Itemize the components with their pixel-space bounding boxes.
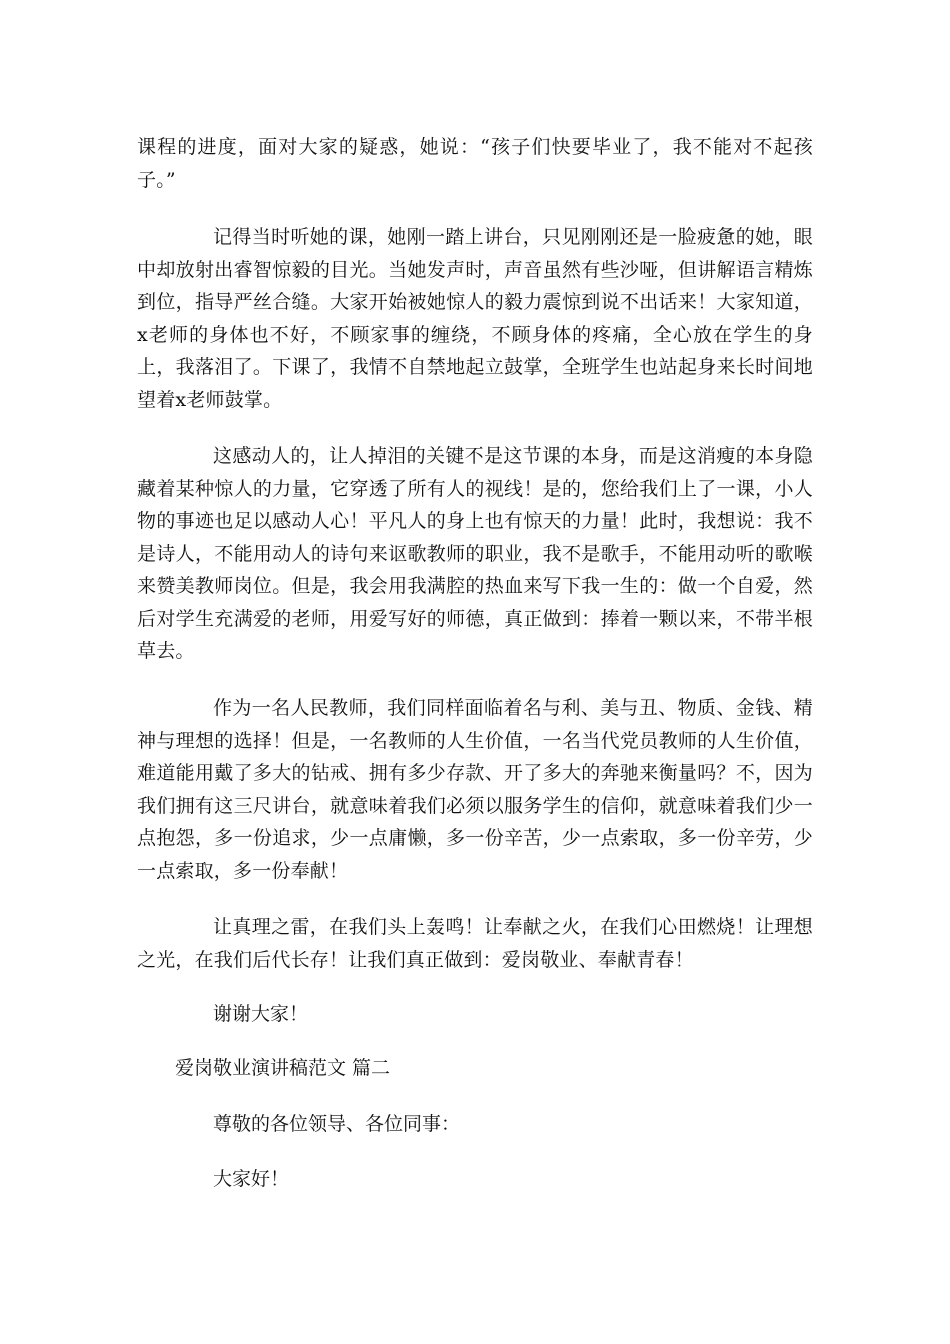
thanks-line: 谢谢大家！ bbox=[213, 1003, 309, 1025]
greeting-line: 大家好！ bbox=[213, 1168, 290, 1190]
paragraph-call-to-action: 让真理之雷，在我们头上轰鸣！让奉献之火，在我们心田燃烧！让理想之光，在我们后代长存！让我们真正做到：爱岗敬业、奉献青春！ bbox=[137, 916, 813, 971]
section-title: 爱岗敬业演讲稿范文 篇二 bbox=[175, 1057, 391, 1079]
paragraph-moving-power: 这感动人的，让人掉泪的关键不是这节课的本身，而是这消瘦的本身隐藏着某种惊人的力量，它穿透了所有人的视线！是的，您给我们上了一课，小人物的事迹也足以感动人心！平凡人的身上也有惊天的力量！此时，我想说：我不是诗人，不能用动人的诗句来讴歌教师的职业，我不是歌手，不能用动听的歌喉来赞美教师岗位。但是，我会用我满腔的热血来写下我一生的：做一个自爱，然后对学生充满爱的老师，用爱写好的师德，真正做到：捧着一颗以来，不带半根草去。 bbox=[137, 445, 813, 662]
paragraph-lecture-memory: 记得当时听她的课，她刚一踏上讲台，只见刚刚还是一脸疲惫的她，眼中却放射出睿智惊毅的目光。当她发声时，声音虽然有些沙哑，但讲解语言精炼到位，指导严丝合缝。大家开始被她惊人的毅力震惊到说不出话来！大家知道，x老师的身体也不好，不顾家事的缠绕，不顾身体的疼痛，全心放在学生的身上，我落泪了。下课了，我情不自禁地起立鼓掌，全班学生也站起身来长时间地望着x老师鼓掌。 bbox=[137, 226, 813, 411]
salutation-line: 尊敬的各位领导、各位同事： bbox=[213, 1113, 461, 1135]
paragraph-teacher-values: 作为一名人民教师，我们同样面临着名与利、美与丑、物质、金钱、精神与理想的选择！但是，一名教师的人生价值，一名当代党员教师的人生价值，难道能用戴了多大的钻戒、拥有多少存款、开了多大的奔驰来衡量吗？不，因为我们拥有这三尺讲台，就意味着我们必须以服务学生的信仰，就意味着我们少一点抱怨，多一份追求，少一点庸懒，多一份辛苦，少一点索取，多一份辛劳，少一点索取，多一份奉献！ bbox=[137, 697, 813, 882]
paragraph-continuation: 课程的进度，面对大家的疑惑，她说：“孩子们快要毕业了，我不能对不起孩子。” bbox=[137, 136, 813, 191]
